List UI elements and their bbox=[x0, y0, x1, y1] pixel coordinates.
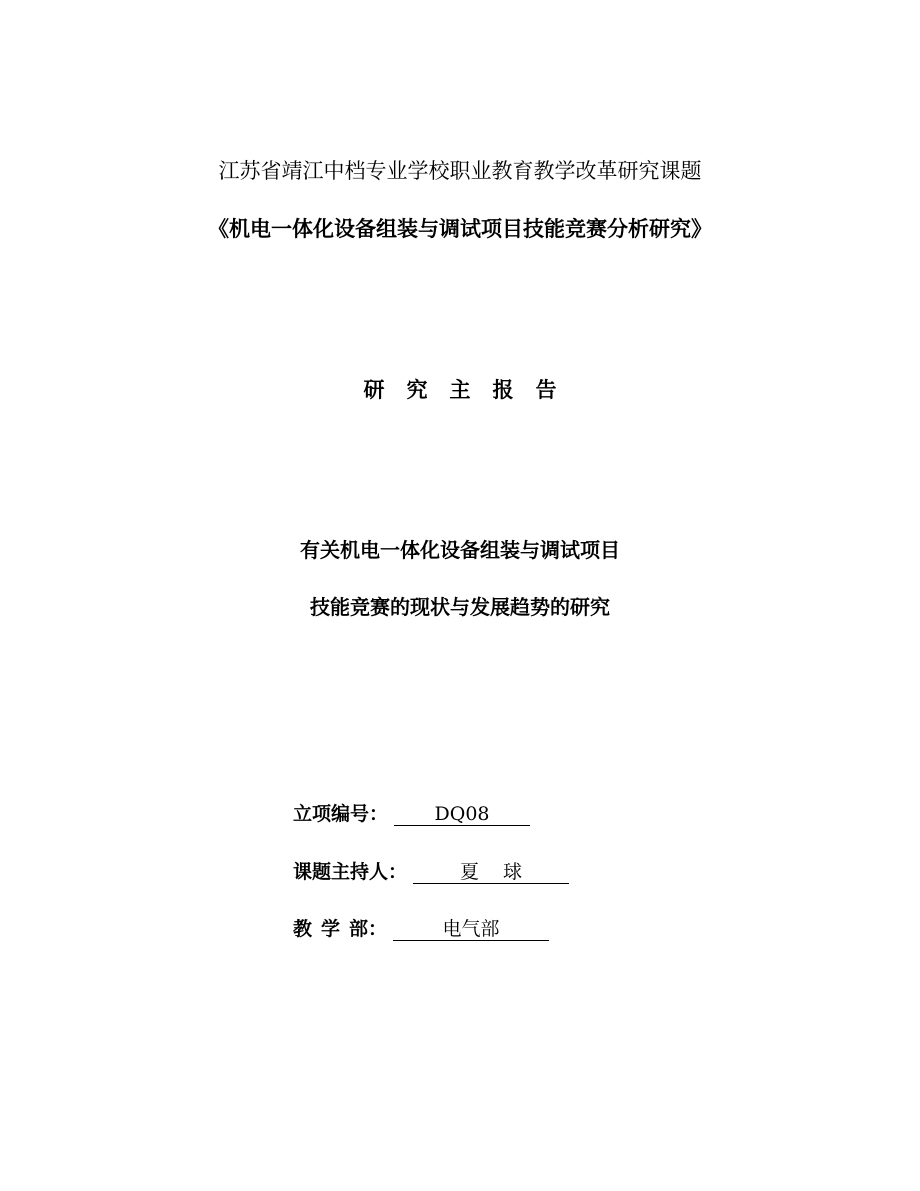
host-name-part: 球 bbox=[503, 861, 523, 883]
subject-title-line-1: 有关机电一体化设备组装与调试项目 bbox=[300, 538, 620, 562]
project-number-field bbox=[293, 799, 530, 829]
department-label bbox=[293, 914, 387, 941]
project-number-label: 立项编号： bbox=[293, 803, 389, 825]
department-value: 电气部 bbox=[393, 918, 549, 941]
host-value bbox=[413, 861, 569, 884]
report-type-char: 告 bbox=[535, 378, 557, 402]
project-title: 《机电一体化设备组装与调试项目技能竞赛分析研究》 bbox=[208, 217, 712, 241]
host-field bbox=[293, 857, 569, 887]
report-type-heading bbox=[0, 374, 920, 404]
department-label-char: 教 bbox=[293, 918, 313, 940]
report-type-char: 究 bbox=[406, 378, 428, 402]
department-field bbox=[293, 914, 549, 944]
department-label-char: 学 bbox=[321, 918, 341, 940]
project-number-value: DQ08 bbox=[394, 803, 530, 826]
report-type-char: 主 bbox=[449, 378, 471, 402]
report-type-char: 研 bbox=[363, 378, 385, 402]
subject-title-line-2: 技能竞赛的现状与发展趋势的研究 bbox=[310, 595, 610, 619]
department-label-char: 部： bbox=[349, 918, 388, 940]
report-type-char: 报 bbox=[492, 378, 514, 402]
host-label: 课题主持人： bbox=[293, 861, 408, 883]
host-name-part: 夏 bbox=[460, 861, 480, 883]
institution-line: 江苏省靖江中档专业学校职业教育教学改革研究课题 bbox=[218, 159, 702, 183]
